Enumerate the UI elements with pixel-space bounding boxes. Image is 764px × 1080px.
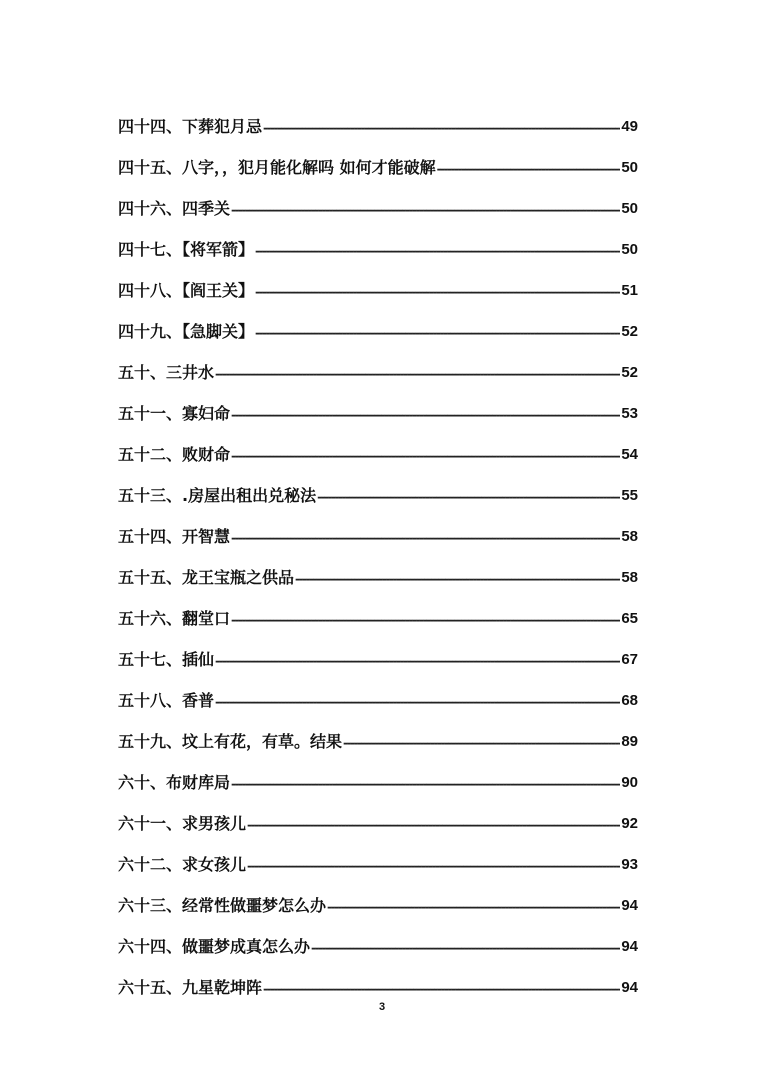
toc-dot-leader xyxy=(247,857,620,875)
toc-entry-page: 58 xyxy=(621,528,638,545)
toc-entry-title: 五十八、香普 xyxy=(118,691,215,710)
toc-entry xyxy=(118,875,638,916)
toc-entry xyxy=(118,96,638,137)
toc-entry-title: 六十一、求男孩儿 xyxy=(118,814,247,833)
toc-entry-title: 五十九、坟上有花，有草。结果 xyxy=(118,732,343,751)
toc-entry xyxy=(118,793,638,834)
toc-entry-page: 49 xyxy=(621,118,638,135)
toc-entry-title: 五十四、开智慧 xyxy=(118,527,231,546)
toc-entry-page: 51 xyxy=(621,282,638,299)
toc-entry-page: 50 xyxy=(621,159,638,176)
toc-entry-page: 53 xyxy=(621,405,638,422)
toc-dot-leader xyxy=(263,119,620,137)
toc-entry-title: 六十、布财库局 xyxy=(118,773,231,792)
toc-entry-page: 65 xyxy=(621,610,638,627)
toc-dot-leader xyxy=(255,283,620,301)
toc-entry-title: 五十五、龙王宝瓶之供品 xyxy=(118,568,295,587)
toc-dot-leader xyxy=(215,365,620,383)
toc-entry xyxy=(118,711,638,752)
toc-entry-title: 六十五、九星乾坤阵 xyxy=(118,978,263,997)
toc-entry xyxy=(118,219,638,260)
toc-entry xyxy=(118,547,638,588)
toc-entry xyxy=(118,670,638,711)
toc-entry-title: 四十四、下葬犯月忌 xyxy=(118,117,263,136)
toc-dot-leader xyxy=(311,939,620,957)
toc-dot-leader xyxy=(255,324,620,342)
page-number: 3 xyxy=(378,1001,386,1013)
toc-dot-leader xyxy=(263,980,620,998)
toc-dot-leader xyxy=(247,816,620,834)
toc-entry-page: 90 xyxy=(621,774,638,791)
toc-entry xyxy=(118,301,638,342)
toc-entry-title: 五十三、.房屋出租出兑秘法 xyxy=(118,486,317,505)
toc-entry-page: 94 xyxy=(621,897,638,914)
table-of-contents xyxy=(118,96,638,998)
toc-entry-title: 四十五、八字，，犯月能化解吗 如何才能破解 xyxy=(118,158,436,177)
toc-dot-leader xyxy=(437,160,621,178)
toc-entry-title: 六十三、经常性做噩梦怎么办 xyxy=(118,896,327,915)
toc-dot-leader xyxy=(231,447,620,465)
toc-entry-title: 四十八、【阎王关】 xyxy=(118,281,255,300)
toc-dot-leader xyxy=(215,693,620,711)
toc-entry xyxy=(118,465,638,506)
toc-dot-leader xyxy=(215,652,620,670)
toc-dot-leader xyxy=(231,406,620,424)
toc-entry-page: 89 xyxy=(621,733,638,750)
toc-entry-page: 68 xyxy=(621,692,638,709)
toc-dot-leader xyxy=(343,734,620,752)
toc-entry xyxy=(118,957,638,998)
toc-entry xyxy=(118,588,638,629)
toc-entry xyxy=(118,383,638,424)
toc-dot-leader xyxy=(231,201,620,219)
toc-entry xyxy=(118,342,638,383)
toc-dot-leader xyxy=(255,242,620,260)
toc-entry xyxy=(118,752,638,793)
toc-entry-page: 50 xyxy=(621,200,638,217)
toc-entry-page: 58 xyxy=(621,569,638,586)
toc-entry-page: 50 xyxy=(621,241,638,258)
toc-entry xyxy=(118,916,638,957)
toc-entry xyxy=(118,178,638,219)
toc-entry xyxy=(118,506,638,547)
toc-entry-page: 93 xyxy=(621,856,638,873)
toc-entry-title: 五十、三井水 xyxy=(118,363,215,382)
toc-entry xyxy=(118,137,638,178)
toc-entry xyxy=(118,629,638,670)
toc-entry-page: 52 xyxy=(621,323,638,340)
toc-dot-leader xyxy=(231,775,620,793)
toc-entry-title: 四十九、【急脚关】 xyxy=(118,322,255,341)
toc-dot-leader xyxy=(231,611,620,629)
toc-entry-page: 94 xyxy=(621,979,638,996)
toc-dot-leader xyxy=(317,488,620,506)
toc-entry-title: 六十四、做噩梦成真怎么办 xyxy=(118,937,311,956)
toc-entry-page: 92 xyxy=(621,815,638,832)
toc-entry xyxy=(118,424,638,465)
toc-dot-leader xyxy=(295,570,620,588)
toc-entry-title: 四十六、四季关 xyxy=(118,199,231,218)
toc-entry-title: 六十二、求女孩儿 xyxy=(118,855,247,874)
toc-entry xyxy=(118,834,638,875)
toc-entry-title: 五十二、败财命 xyxy=(118,445,231,464)
toc-entry-title: 四十七、【将军箭】 xyxy=(118,240,255,259)
toc-entry-page: 54 xyxy=(621,446,638,463)
toc-entry xyxy=(118,260,638,301)
toc-entry-page: 67 xyxy=(621,651,638,668)
toc-entry-page: 55 xyxy=(621,487,638,504)
toc-dot-leader xyxy=(327,898,620,916)
toc-dot-leader xyxy=(231,529,620,547)
toc-entry-title: 五十七、插仙 xyxy=(118,650,215,669)
toc-entry-page: 52 xyxy=(621,364,638,381)
toc-entry-page: 94 xyxy=(621,938,638,955)
toc-entry-title: 五十一、寡妇命 xyxy=(118,404,231,423)
toc-entry-title: 五十六、翻堂口 xyxy=(118,609,231,628)
